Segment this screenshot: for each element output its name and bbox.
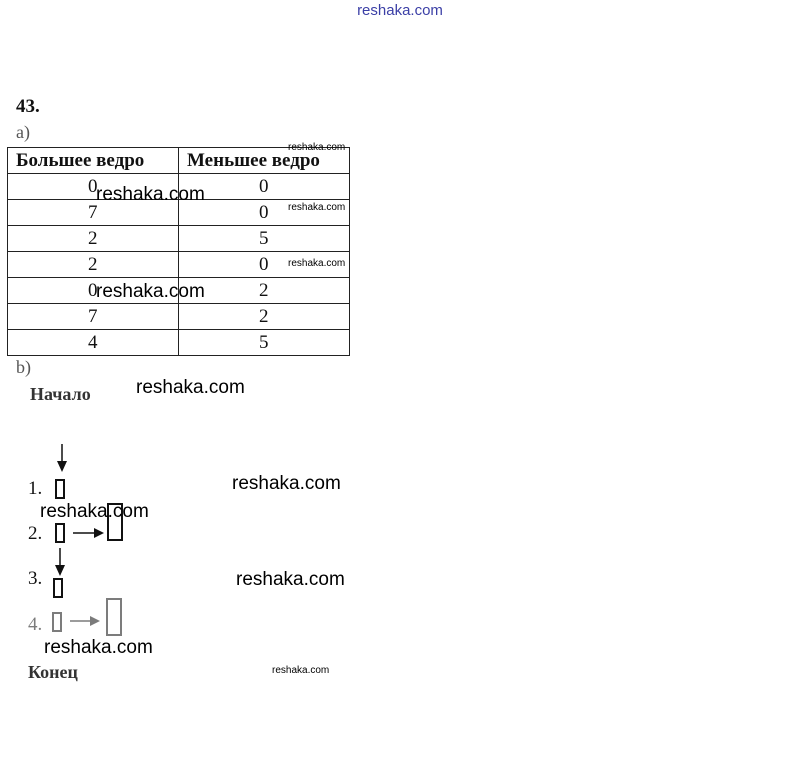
small-bucket-icon xyxy=(53,578,63,598)
watermark: reshaka.com xyxy=(272,665,330,676)
step-number: 1. xyxy=(28,478,43,499)
large-bucket-cell: 2 xyxy=(8,252,179,278)
small-bucket-cell: 5 xyxy=(179,226,350,252)
small-bucket-cell: 2 xyxy=(179,278,350,304)
start-label: Начало xyxy=(30,384,91,404)
large-bucket-cell: 7 xyxy=(8,200,179,226)
step-number: 3. xyxy=(28,568,43,589)
watermark: reshaka.com xyxy=(236,569,345,590)
watermark: reshaka.com xyxy=(288,142,346,153)
large-bucket-cell: 2 xyxy=(8,226,179,252)
large-bucket-cell: 0 xyxy=(8,174,179,200)
part-a-label: a) xyxy=(16,122,30,142)
small-bucket-cell: 0 xyxy=(179,174,350,200)
part-b-label: b) xyxy=(16,357,31,377)
large-bucket-cell: 0 xyxy=(8,278,179,304)
step-number: 4. xyxy=(28,614,43,635)
large-bucket-cell: 7 xyxy=(8,304,179,330)
small-bucket-cell: 0 xyxy=(179,252,350,278)
small-bucket-icon xyxy=(55,479,65,499)
arrow-down-icon xyxy=(55,548,65,576)
arrow-right-icon xyxy=(70,616,100,626)
watermark: reshaka.com xyxy=(40,501,149,522)
large-bucket-cell: 4 xyxy=(8,330,179,356)
watermark: reshaka.com xyxy=(288,258,346,269)
end-label: Конец xyxy=(28,662,78,682)
small-bucket-icon xyxy=(55,523,65,543)
small-bucket-cell: 5 xyxy=(179,330,350,356)
watermark: reshaka.com xyxy=(288,202,346,213)
problem-number: 43. xyxy=(16,96,40,117)
small-bucket-cell: 0 xyxy=(179,200,350,226)
arrow-down-icon xyxy=(57,444,67,472)
small-bucket-cell: 2 xyxy=(179,304,350,330)
small-bucket-icon xyxy=(52,612,62,632)
watermark: reshaka.com xyxy=(44,637,153,658)
watermark: reshaka.com xyxy=(136,377,245,398)
step-number: 2. xyxy=(28,523,43,544)
watermark: reshaka.com xyxy=(232,473,341,494)
watermark: reshaka.com xyxy=(96,184,205,205)
column-header-large-bucket: Большее ведро xyxy=(8,148,179,174)
watermark: reshaka.com xyxy=(96,281,205,302)
column-header-small-bucket: Меньшее ведро xyxy=(179,148,350,174)
large-bucket-icon xyxy=(106,598,122,636)
site-link[interactable]: reshaka.com xyxy=(357,2,443,19)
arrow-right-icon xyxy=(73,528,104,538)
